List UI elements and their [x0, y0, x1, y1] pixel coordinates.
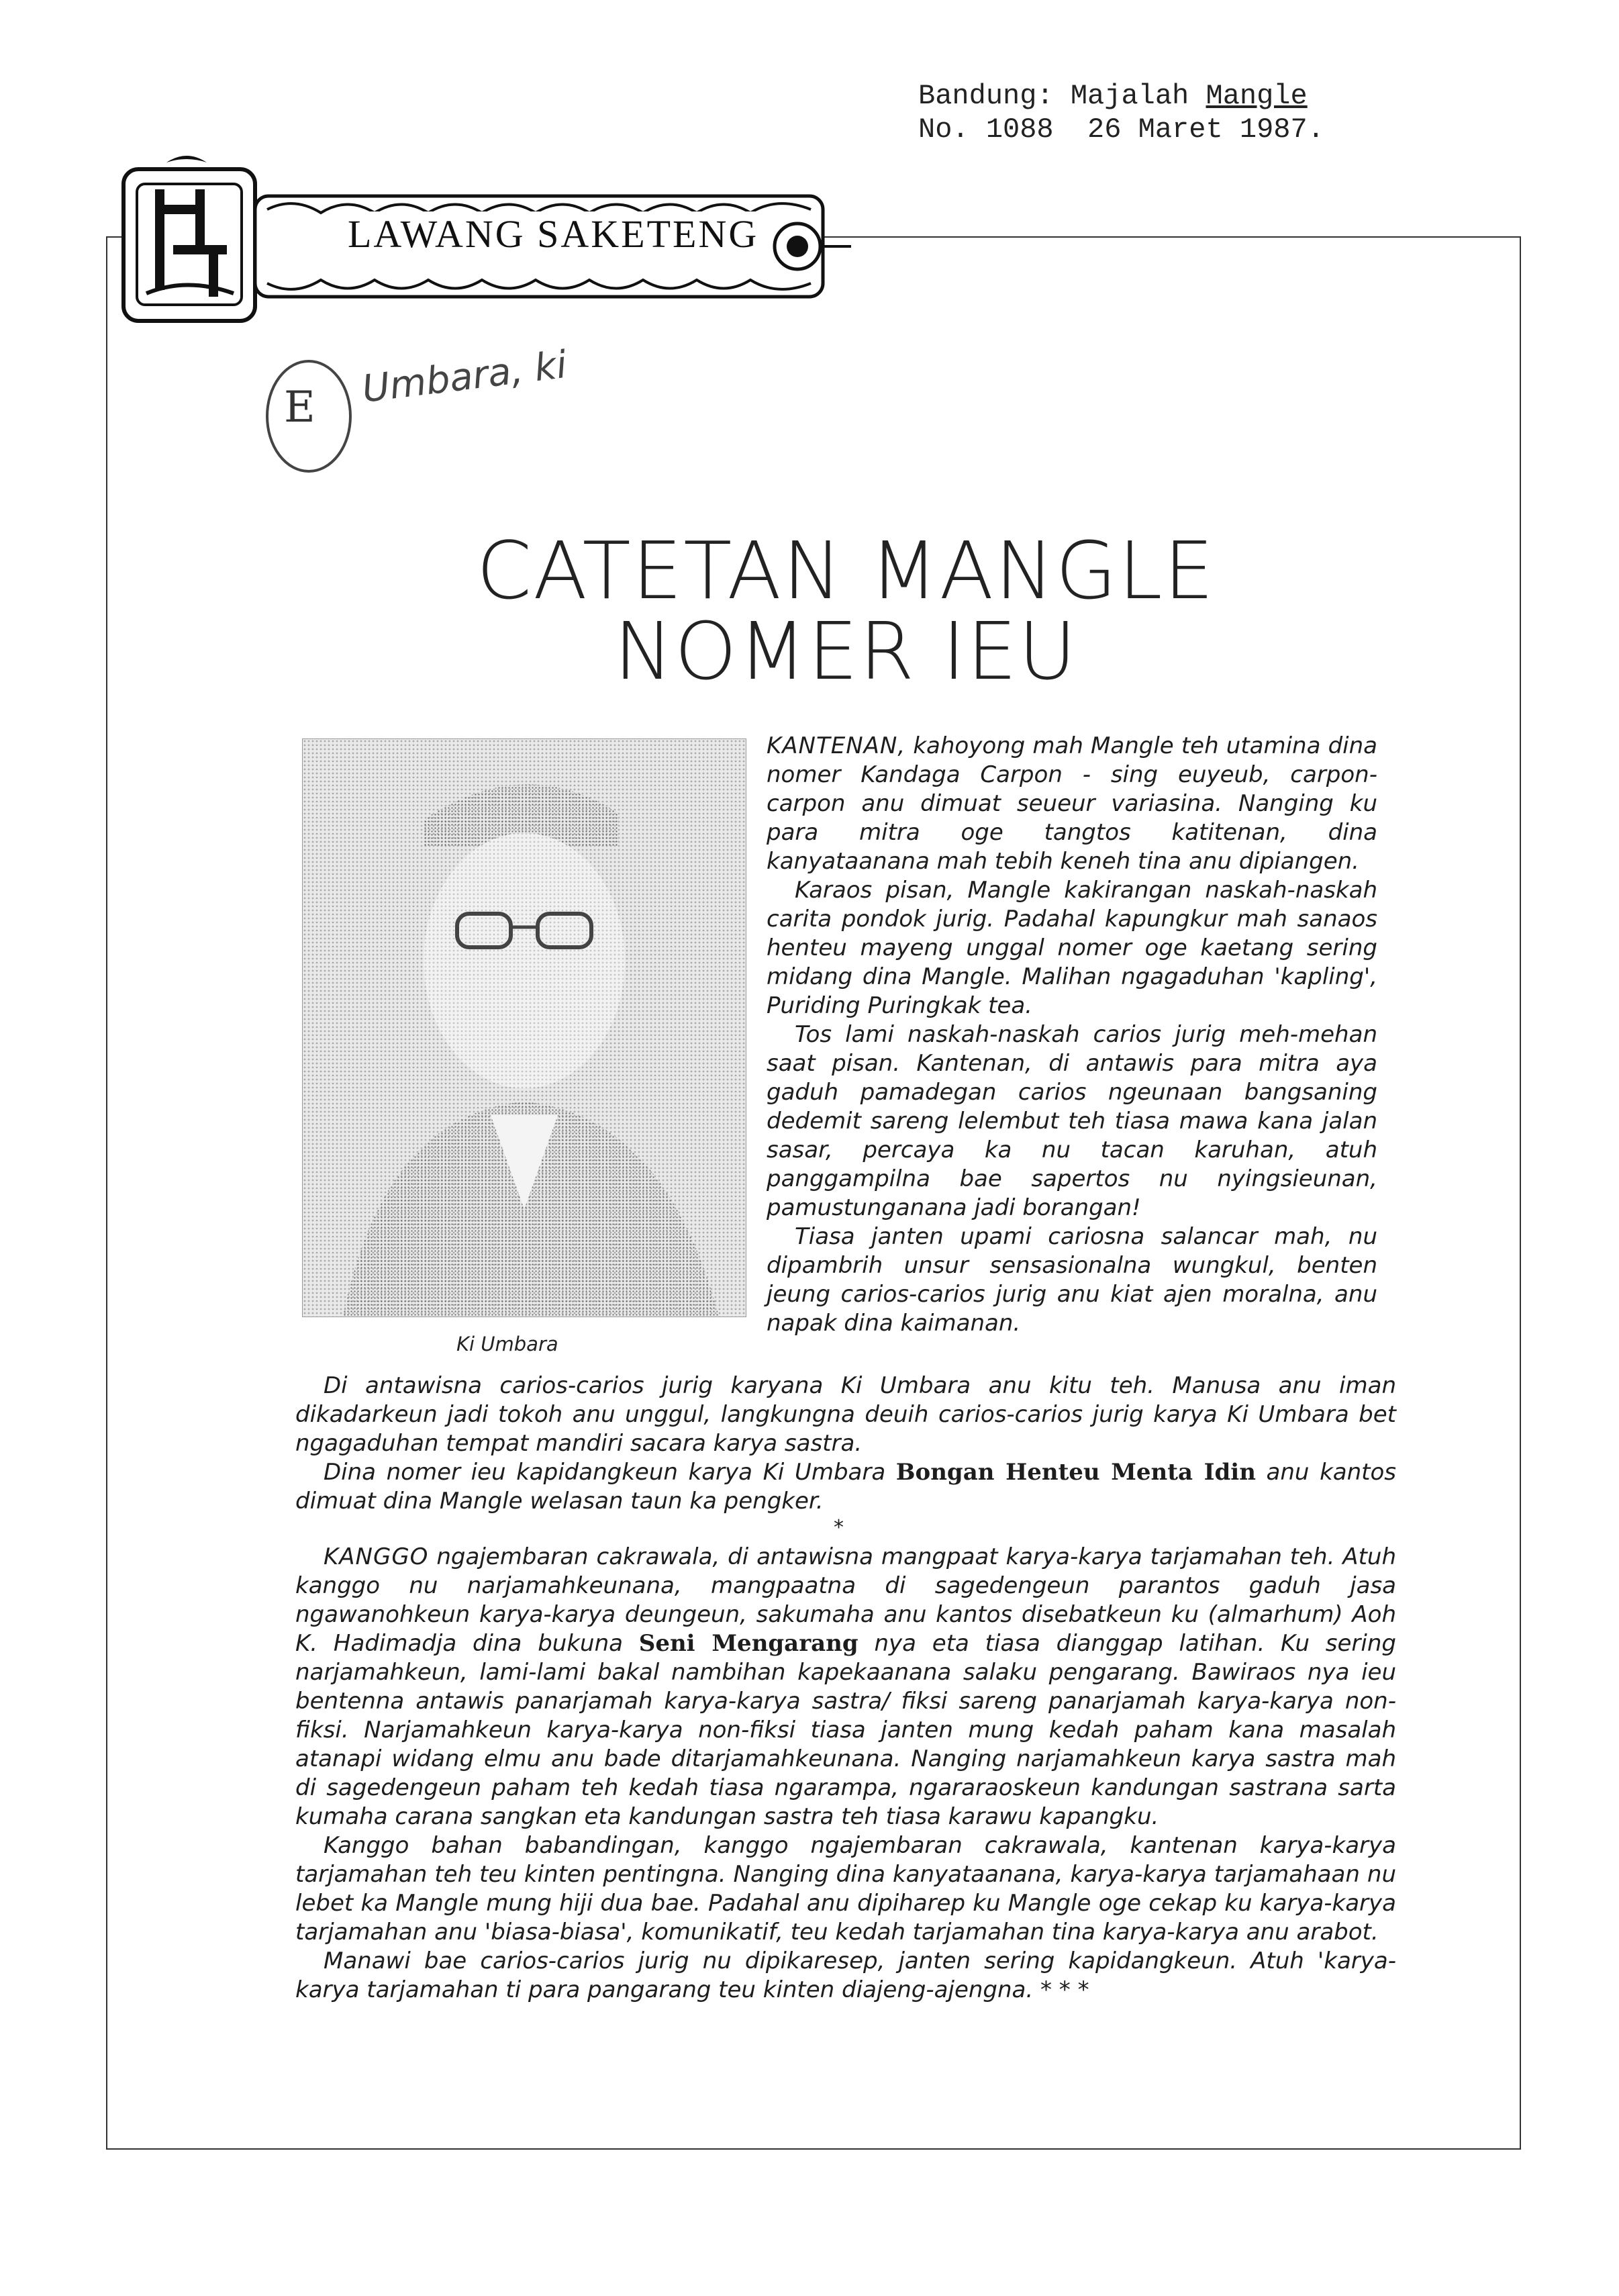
paragraph-7-lead: KANGGO — [324, 1543, 429, 1570]
article-column-right — [767, 732, 1377, 1338]
paragraph-5: Di antawisna carios-carios jurig karyana Ki Umbara anu kitu teh. Manusa anu iman dikadarkeun jadi tokoh anu unggul, langkungna deuih carios-carios jurig karya Ki Umbara bet ngagaduhan tempat mandiri sacara karya sastra. — [295, 1372, 1396, 1457]
article-section-a — [295, 1372, 1396, 1516]
paragraph-6-text-b: anu kantos dimuat dina Mangle welasan taun ka pengker. — [295, 1459, 1397, 1515]
paragraph-1-text: kahoyong mah Mangle teh utamina dina nomer Kandaga Carpon - sing euyeub, carpon-carpon anu dimuat seueur variasina. Nanging ku para mitra oge tangtos katitenan, dina kanyataanana mah tebih keneh tina anu dipiangen. — [767, 732, 1377, 875]
headline-line-2: NOMER IEU — [614, 605, 1078, 698]
paragraph-9: Manawi bae carios-carios jurig nu dipikaresep, janten sering kapidangkeun. Atuh 'karya-karya tarjamahan ti para pangarang teu kinten diajeng-ajengna. * * * — [295, 1948, 1396, 2003]
paragraph-8: Kanggo bahan babandingan, kanggo ngajembaran cakrawala, kantenan karya-karya tarjamahan teh teu kinten pentingna. Nanging dina kanyataanana, karya-karya tarjamahaan nu lebet ka Mangle mung hiji dua bae. Padahal anu dipiharep ku Mangle oge cekap ku karya-karya tarjamahan anu 'biasa-biasa', komunikatif, teu kedah tarjamahan tina karya-karya anu arabot. — [295, 1832, 1396, 1946]
paragraph-2: Karaos pisan, Mangle kakirangan naskah-naskah carita pondok jurig. Padahal kapungkur mah sanaos henteu mayeng unggal nomer oge kaetang sering midang dina Mangle. Malihan ngagaduhan 'kapling', Puriding Puringkak tea. — [767, 877, 1377, 1019]
paragraph-7-text-a: ngajembaran cakrawala, di antawisna mangpaat karya-karya tarjamahan teh. Atuh kanggo nu narjamahkeunana, mangpaatna di sagedengeun parantos gaduh jasa ngawanohkeun karya-karya deungeun, sakumaha anu kantos disebatkeun ku (almarhum) Aoh K. Hadimadja dina bukuna — [295, 1543, 1396, 1657]
source-stamp-line2: No. 1088 26 Maret 1987. — [918, 113, 1324, 146]
source-stamp — [918, 79, 1324, 146]
paragraph-7-text-b: nya eta tiasa dianggap latihan. Ku sering narjamahkeun, lami-lami bakal nambihan kapekaanana salaku pengarang. Bawiraos nya ieu bentenna antawis panarjamah karya-karya sastra/ fiksi sareng panarjamah karya-karya non-fiksi. Narjamahkeun karya-karya non-fiksi tiasa janten mung kedah paham kana masalah atanapi widang elmu anu bade ditarjamahkeunana. Nanging narjamahkeun karya sastra mah di sagedengeun paham teh kedah tiasa ngarampa, ngararaoskeun kandungan sastrana sarta kumaha carana sangkan eta kandungan sastra teh tiasa karawu kapangku. — [295, 1630, 1396, 1830]
photo-caption: Ki Umbara — [456, 1333, 558, 1355]
section-separator: * — [834, 1516, 844, 1539]
headline — [376, 524, 1316, 698]
portrait-photo — [302, 738, 746, 1317]
headline-line-1: CATETAN MANGLE — [476, 524, 1216, 617]
paragraph-1 — [767, 732, 1377, 876]
portrait-image — [303, 739, 746, 1317]
source-stamp-line1 — [918, 79, 1324, 113]
story-title: Bongan Henteu Menta Idin — [895, 1459, 1256, 1486]
book-title: Seni Mengarang — [638, 1630, 858, 1657]
paragraph-6-text-a: Dina nomer ieu kapidangkeun karya Ki Umbara — [324, 1459, 896, 1486]
paragraph-3: Tos lami naskah-naskah carios jurig meh-mehan saat pisan. Kantenan, di antawis para mitra aya gaduh pamadegan carios ngeunaan bangsaning dedemit sareng lelembut teh tiasa mawa kana jalan sasar, percaya ka nu tacan karuhan, atuh panggampilna bae sapertos nu nyingsieunan, pamustunganana jadi borangan! — [767, 1021, 1377, 1221]
column-title: LAWANG SAKETENG — [342, 211, 764, 256]
paragraph-6 — [295, 1458, 1396, 1516]
paragraph-7 — [295, 1543, 1396, 1831]
handwritten-name: Umbara, ki — [360, 342, 570, 412]
source-stamp-prefix: Bandung: Majalah — [918, 80, 1206, 112]
handwritten-letter: E — [284, 383, 315, 432]
source-stamp-publication: Mangle — [1206, 80, 1308, 112]
paragraph-1-lead: KANTENAN, — [767, 732, 906, 759]
paragraph-4: Tiasa janten upami cariosna salancar mah, nu dipambrih unsur sensasionalna wungkul, benten jeung carios-carios jurig anu kiat ajen moralna, anu napak dina kaimanan. — [767, 1223, 1377, 1337]
article-section-b — [295, 1543, 1396, 2005]
